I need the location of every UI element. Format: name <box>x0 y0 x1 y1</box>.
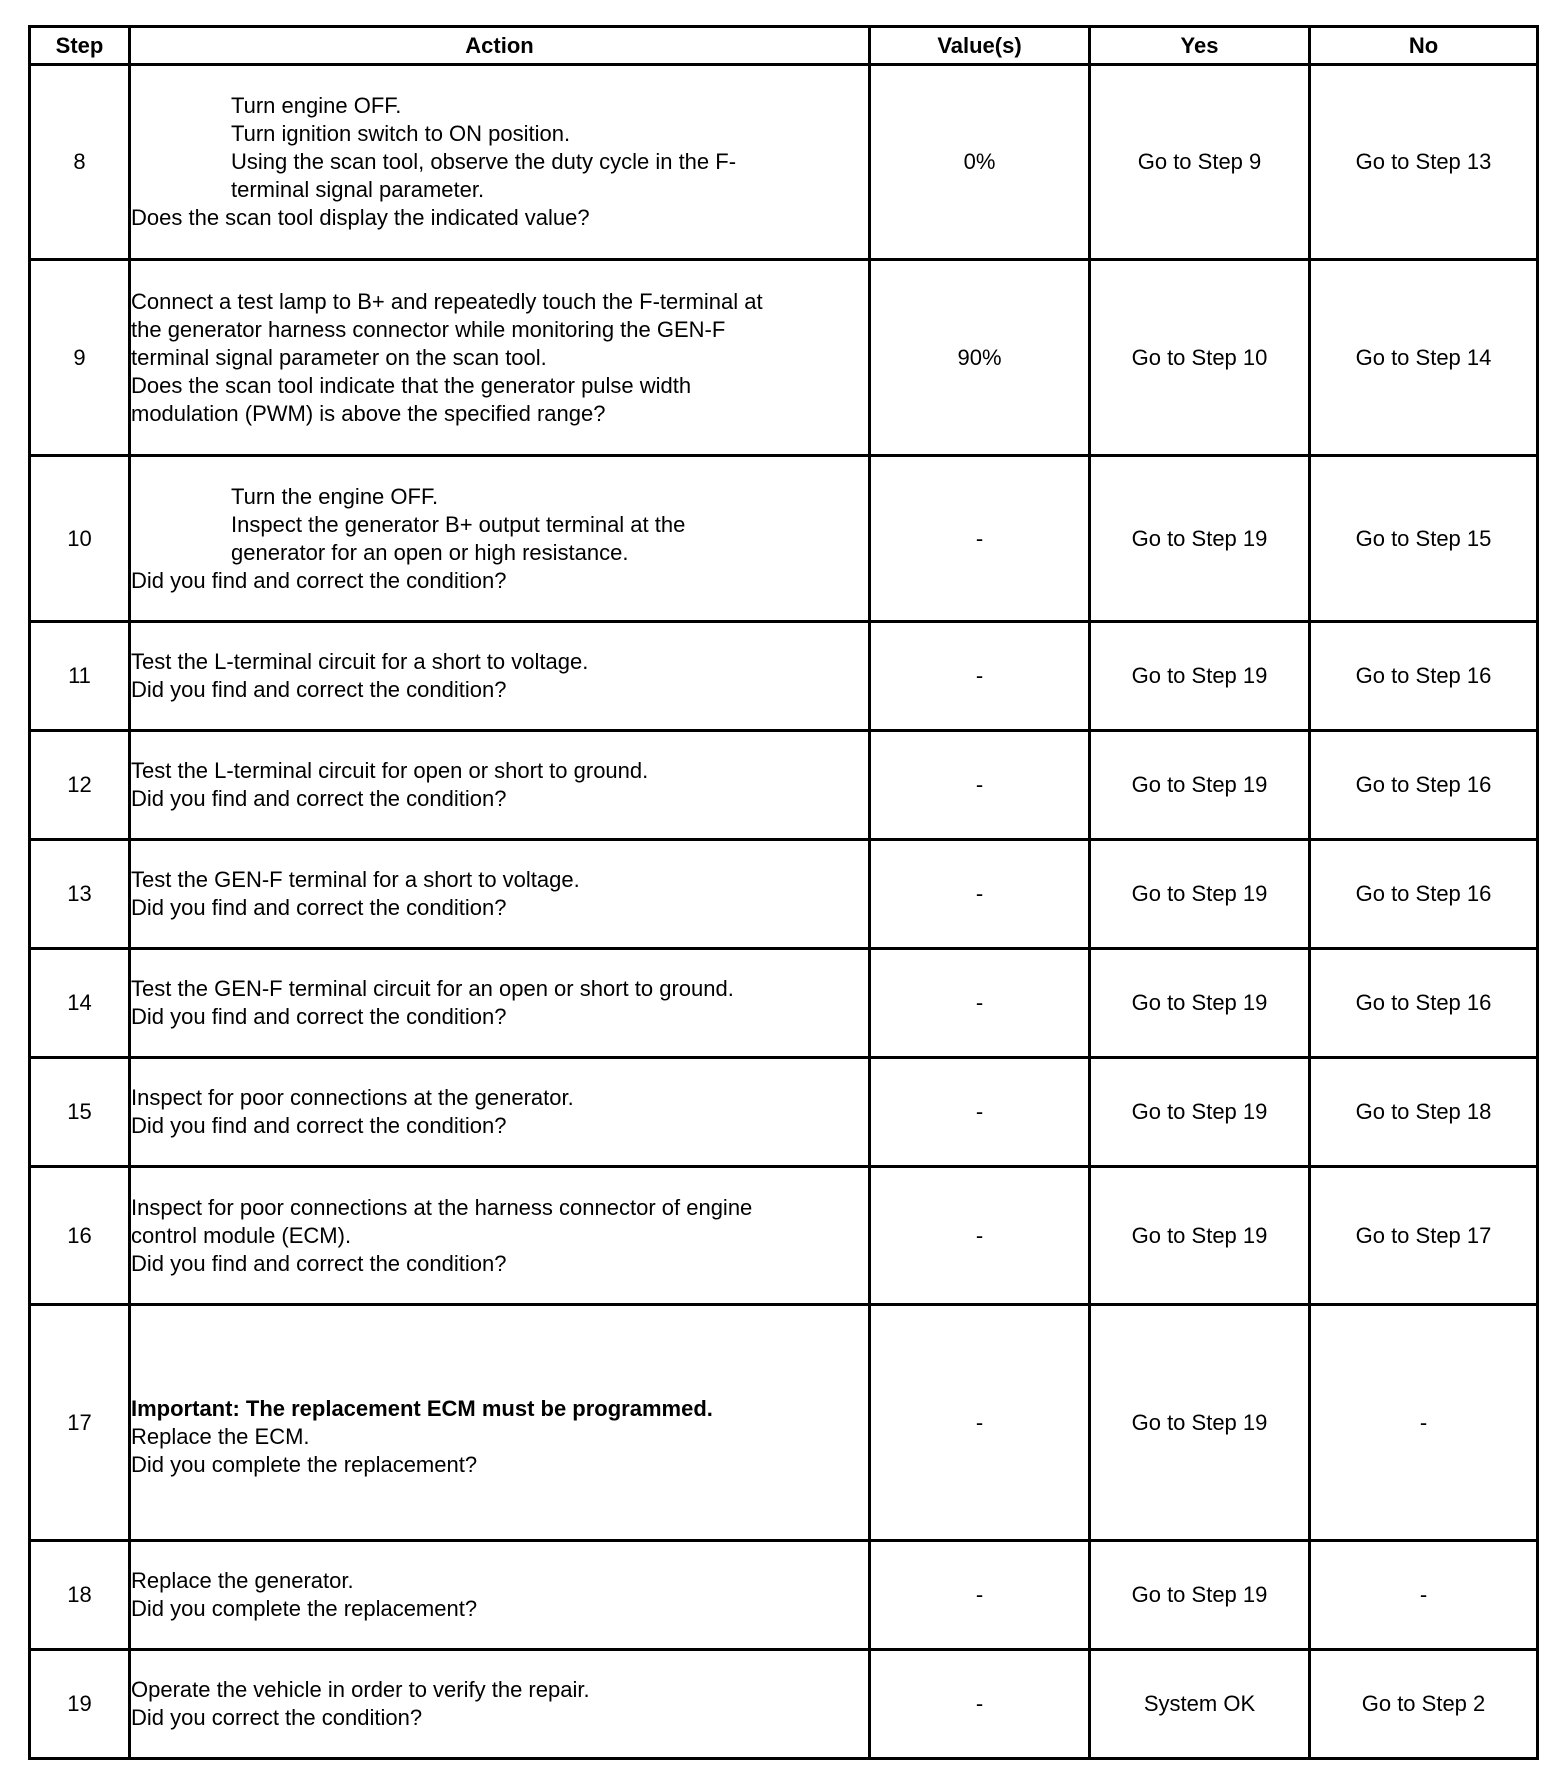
action-question: Did you find and correct the condition? <box>131 1113 507 1138</box>
value-cell: 90% <box>870 260 1090 456</box>
value-cell: - <box>870 1650 1090 1759</box>
value-cell: - <box>870 1541 1090 1650</box>
action-line: Using the scan tool, observe the duty cycle in the F- <box>231 149 737 174</box>
no-cell: Go to Step 14 <box>1310 260 1538 456</box>
action-cell <box>130 260 870 456</box>
table-row <box>30 65 1538 260</box>
value-cell: - <box>870 622 1090 731</box>
action-cell <box>130 1058 870 1167</box>
header-action: Action <box>130 27 870 65</box>
yes-cell: Go to Step 19 <box>1090 1541 1310 1650</box>
action-question: Did you complete the replacement? <box>131 1596 478 1621</box>
yes-cell: Go to Step 19 <box>1090 1305 1310 1541</box>
no-cell: - <box>1310 1305 1538 1541</box>
action-question: Did you find and correct the condition? <box>131 677 507 702</box>
action-line: Turn engine OFF. <box>231 93 402 118</box>
action-line: Turn ignition switch to ON position. <box>231 121 571 146</box>
no-cell: Go to Step 2 <box>1310 1650 1538 1759</box>
yes-cell: Go to Step 19 <box>1090 622 1310 731</box>
action-line: control module (ECM). <box>131 1222 352 1248</box>
table-row <box>30 260 1538 456</box>
action-cell <box>130 949 870 1058</box>
no-cell: - <box>1310 1541 1538 1650</box>
step-number: 15 <box>30 1058 130 1167</box>
action-line: Turn the engine OFF. <box>231 483 439 509</box>
action-cell <box>130 1541 870 1650</box>
step-number: 14 <box>30 949 130 1058</box>
step-number: 12 <box>30 731 130 840</box>
action-line: Operate the vehicle in order to verify the repair. <box>131 1677 590 1702</box>
table-row <box>30 840 1538 949</box>
action-line: Connect a test lamp to B+ and repeatedly touch the F-terminal at <box>131 288 763 314</box>
step-number: 13 <box>30 840 130 949</box>
no-cell: Go to Step 16 <box>1310 949 1538 1058</box>
step-number: 8 <box>30 65 130 260</box>
action-question: Did you complete the replacement? <box>131 1451 478 1477</box>
table-row <box>30 1305 1538 1541</box>
header-values: Value(s) <box>870 27 1090 65</box>
action-question: Did you correct the condition? <box>131 1705 423 1730</box>
action-question: Does the scan tool display the indicated value? <box>131 205 590 230</box>
no-cell: Go to Step 15 <box>1310 456 1538 622</box>
no-cell: Go to Step 16 <box>1310 840 1538 949</box>
action-line: Inspect for poor connections at the harness connector of engine <box>131 1194 753 1220</box>
table-row <box>30 1541 1538 1650</box>
action-line: Inspect the generator B+ output terminal at the <box>231 511 686 537</box>
yes-cell: Go to Step 19 <box>1090 840 1310 949</box>
action-question: Did you find and correct the condition? <box>131 786 507 811</box>
value-cell: 0% <box>870 65 1090 260</box>
table-row <box>30 456 1538 622</box>
no-cell: Go to Step 17 <box>1310 1167 1538 1305</box>
value-cell: - <box>870 949 1090 1058</box>
value-cell: - <box>870 1305 1090 1541</box>
action-question: Does the scan tool indicate that the generator pulse width <box>131 372 692 398</box>
no-cell: Go to Step 18 <box>1310 1058 1538 1167</box>
header-yes: Yes <box>1090 27 1310 65</box>
value-cell: - <box>870 1167 1090 1305</box>
step-number: 11 <box>30 622 130 731</box>
action-question: modulation (PWM) is above the specified range? <box>131 400 606 426</box>
header-row <box>30 27 1538 65</box>
action-line: Replace the ECM. <box>131 1423 310 1449</box>
action-line: terminal signal parameter. <box>231 177 485 202</box>
action-cell <box>130 456 870 622</box>
table-row <box>30 1650 1538 1759</box>
yes-cell: Go to Step 19 <box>1090 949 1310 1058</box>
action-cell <box>130 840 870 949</box>
action-cell <box>130 1650 870 1759</box>
action-line: Test the L-terminal circuit for open or short to ground. <box>131 758 649 783</box>
action-question: Did you find and correct the condition? <box>131 895 507 920</box>
no-cell: Go to Step 16 <box>1310 622 1538 731</box>
step-number: 17 <box>30 1305 130 1541</box>
important-note: Important: The replacement ECM must be programmed. <box>131 1395 713 1421</box>
action-cell <box>130 622 870 731</box>
action-line: Inspect for poor connections at the generator. <box>131 1085 574 1110</box>
action-line: Test the GEN-F terminal circuit for an open or short to ground. <box>131 976 734 1001</box>
step-number: 18 <box>30 1541 130 1650</box>
step-number: 19 <box>30 1650 130 1759</box>
table-row <box>30 1167 1538 1305</box>
action-question: Did you find and correct the condition? <box>131 567 507 593</box>
value-cell: - <box>870 456 1090 622</box>
action-cell <box>130 731 870 840</box>
action-line: Test the GEN-F terminal for a short to voltage. <box>131 867 580 892</box>
step-number: 10 <box>30 456 130 622</box>
header-no: No <box>1310 27 1538 65</box>
yes-cell: Go to Step 9 <box>1090 65 1310 260</box>
action-question: Did you find and correct the condition? <box>131 1004 507 1029</box>
action-cell <box>130 65 870 260</box>
yes-cell: System OK <box>1090 1650 1310 1759</box>
no-cell: Go to Step 16 <box>1310 731 1538 840</box>
yes-cell: Go to Step 10 <box>1090 260 1310 456</box>
table-row <box>30 1058 1538 1167</box>
yes-cell: Go to Step 19 <box>1090 731 1310 840</box>
action-cell <box>130 1305 870 1541</box>
action-line: generator for an open or high resistance. <box>231 539 629 565</box>
no-cell: Go to Step 13 <box>1310 65 1538 260</box>
value-cell: - <box>870 1058 1090 1167</box>
value-cell: - <box>870 840 1090 949</box>
action-cell <box>130 1167 870 1305</box>
yes-cell: Go to Step 19 <box>1090 1167 1310 1305</box>
step-number: 16 <box>30 1167 130 1305</box>
header-step: Step <box>30 27 130 65</box>
action-question: Did you find and correct the condition? <box>131 1250 507 1276</box>
action-line: terminal signal parameter on the scan tool. <box>131 344 547 370</box>
action-line: the generator harness connector while monitoring the GEN-F <box>131 316 726 342</box>
yes-cell: Go to Step 19 <box>1090 1058 1310 1167</box>
action-line: Test the L-terminal circuit for a short to voltage. <box>131 649 589 674</box>
table-row <box>30 949 1538 1058</box>
table-row <box>30 622 1538 731</box>
step-number: 9 <box>30 260 130 456</box>
table-row <box>30 731 1538 840</box>
yes-cell: Go to Step 19 <box>1090 456 1310 622</box>
action-line: Replace the generator. <box>131 1568 354 1593</box>
diagnostic-table <box>28 25 1539 1760</box>
value-cell: - <box>870 731 1090 840</box>
